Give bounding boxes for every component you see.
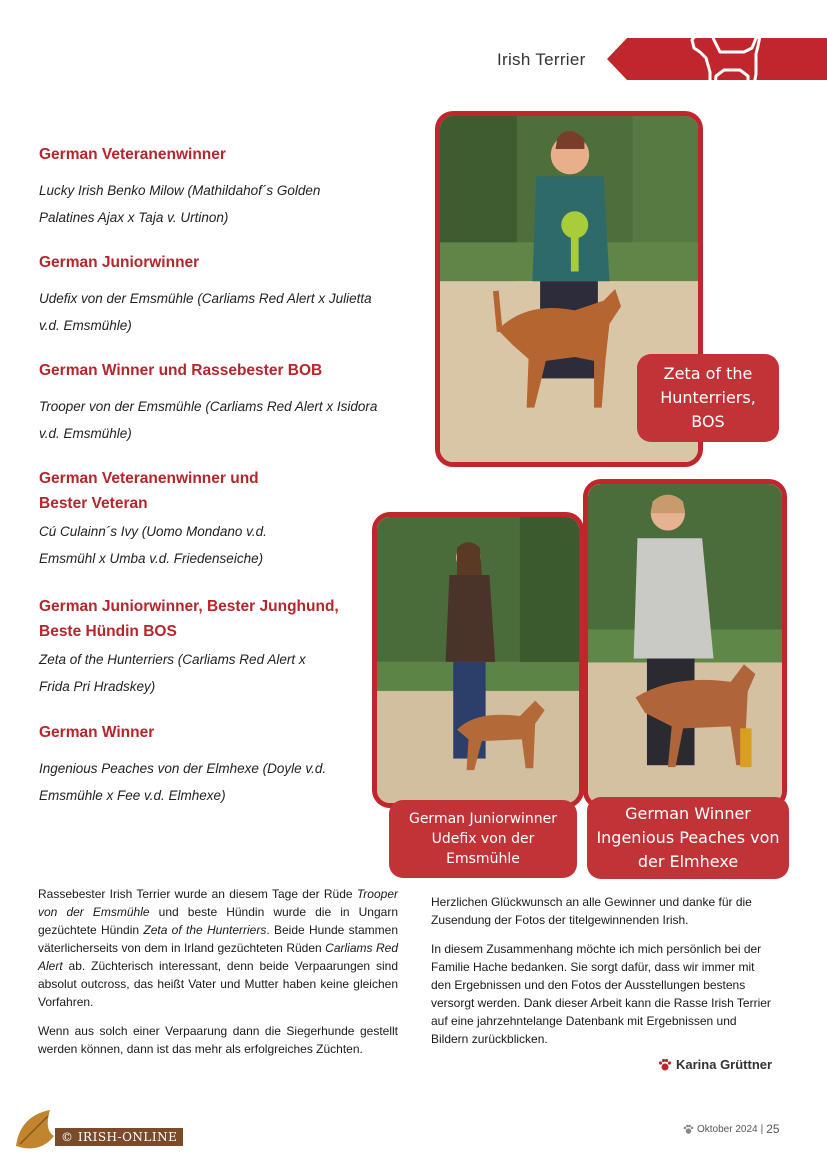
award-dog: Ingenious Peaches von der Elmhexe (Doyle v.d. Emsmühle x Fee v.d. Elmhexe) bbox=[39, 761, 327, 803]
award-block bbox=[39, 358, 379, 447]
article-column-left bbox=[38, 885, 398, 1069]
article-column-right bbox=[431, 893, 776, 1059]
award-block bbox=[39, 594, 339, 700]
paw-icon bbox=[658, 1058, 672, 1072]
text-run: und beste Hündin wurde die in Ungarn gezüchtete Hündin bbox=[38, 905, 398, 937]
award-block bbox=[39, 466, 309, 572]
page-footer bbox=[683, 1122, 780, 1136]
page-number: 25 bbox=[766, 1122, 780, 1136]
terrier-silhouette-icon bbox=[690, 24, 770, 98]
award-block bbox=[39, 142, 379, 231]
photo-caption-zeta: Zeta of the Hunterriers, BOS bbox=[637, 354, 779, 442]
award-title: German Winner und Rassebester BOB bbox=[39, 362, 323, 379]
dog-name: Trooper von der Emsmühle bbox=[38, 887, 398, 919]
award-title: German Veteranenwinner bbox=[39, 146, 226, 163]
author-signature bbox=[658, 1057, 772, 1072]
text-run: Rassebester Irish Terrier wurde an diesem Tage der Rüde bbox=[38, 887, 357, 901]
photo-caption-ingenious: German Winner Ingenious Peaches von der Elmhexe bbox=[587, 797, 789, 879]
dog-name: Carliams Red Alert bbox=[38, 941, 398, 973]
text-run: . Beide Hunde stammen väterlicherseits von dem in Irland gezüchteten Rüden bbox=[38, 923, 398, 955]
photo-udefix bbox=[372, 512, 584, 808]
paw-icon bbox=[683, 1124, 694, 1135]
dog-name: Zeta of the Hunterriers bbox=[143, 923, 267, 937]
award-title: German Juniorwinner bbox=[39, 254, 200, 271]
text-run: ab. Züchterisch interessant, denn beide Verpaarungen sind absolut outcross, das heißt Vater und Mutter haben keine gleichen Vorfahren. bbox=[38, 959, 398, 1009]
footer-logo-text: © IRISH-ONLINE bbox=[55, 1128, 183, 1146]
article-paragraph: Wenn aus solch einer Verpaarung dann die Siegerhunde gestellt werden können, dann ist das mehr als erfolgreiches Züchten. bbox=[38, 1024, 398, 1056]
article-paragraph bbox=[38, 885, 398, 1011]
award-block bbox=[39, 720, 339, 809]
award-title: German Juniorwinner, Bester Junghund, Beste Hündin BOS bbox=[39, 598, 339, 640]
photo-ingenious-peaches bbox=[583, 479, 787, 809]
award-title: German Veteranenwinner und Bester Veteran bbox=[39, 470, 259, 512]
author-name: Karina Grüttner bbox=[676, 1057, 773, 1072]
footer-separator: | bbox=[760, 1123, 764, 1135]
award-dog: Cú Culainn´s Ivy (Uomo Mondano v.d. Emsmühl x Umba v.d. Friedenseiche) bbox=[39, 524, 267, 566]
award-dog: Lucky Irish Benko Milow (Mathildahof´s Golden Palatines Ajax x Taja v. Urtinon) bbox=[39, 183, 321, 225]
award-title: German Winner bbox=[39, 724, 155, 741]
section-title: Irish Terrier bbox=[497, 50, 586, 69]
issue-date: Oktober 2024 bbox=[697, 1123, 758, 1135]
award-dog: Udefix von der Emsmühle (Carliams Red Alert x Julietta v.d. Emsmühle) bbox=[39, 291, 372, 333]
photo-caption-udefix: German Juniorwinner Udefix von der Emsmühle bbox=[389, 800, 577, 878]
award-dog: Trooper von der Emsmühle (Carliams Red Alert x Isidora v.d. Emsmühle) bbox=[39, 399, 378, 441]
article-paragraph: Herzlichen Glückwunsch an alle Gewinner und danke für die Zusendung der Fotos der titelgewinnenden Irish. bbox=[431, 895, 752, 927]
article-paragraph: In diesem Zusammenhang möchte ich mich persönlich bei der Familie Hache bedanken. Sie sorgt dafür, dass wir immer mit den Ergebnissen und den Fotos der Ausstellungen bestens versorgt werden. Dank dieser Arbeit kann die Rasse Irish Terrier auf eine jahrzehntelange Datenbank mit Ergebnissen und Bildern zurückblicken. bbox=[431, 942, 771, 1046]
award-block bbox=[39, 250, 379, 339]
award-dog: Zeta of the Hunterriers (Carliams Red Alert x Frida Pri Hradskey) bbox=[39, 652, 306, 694]
